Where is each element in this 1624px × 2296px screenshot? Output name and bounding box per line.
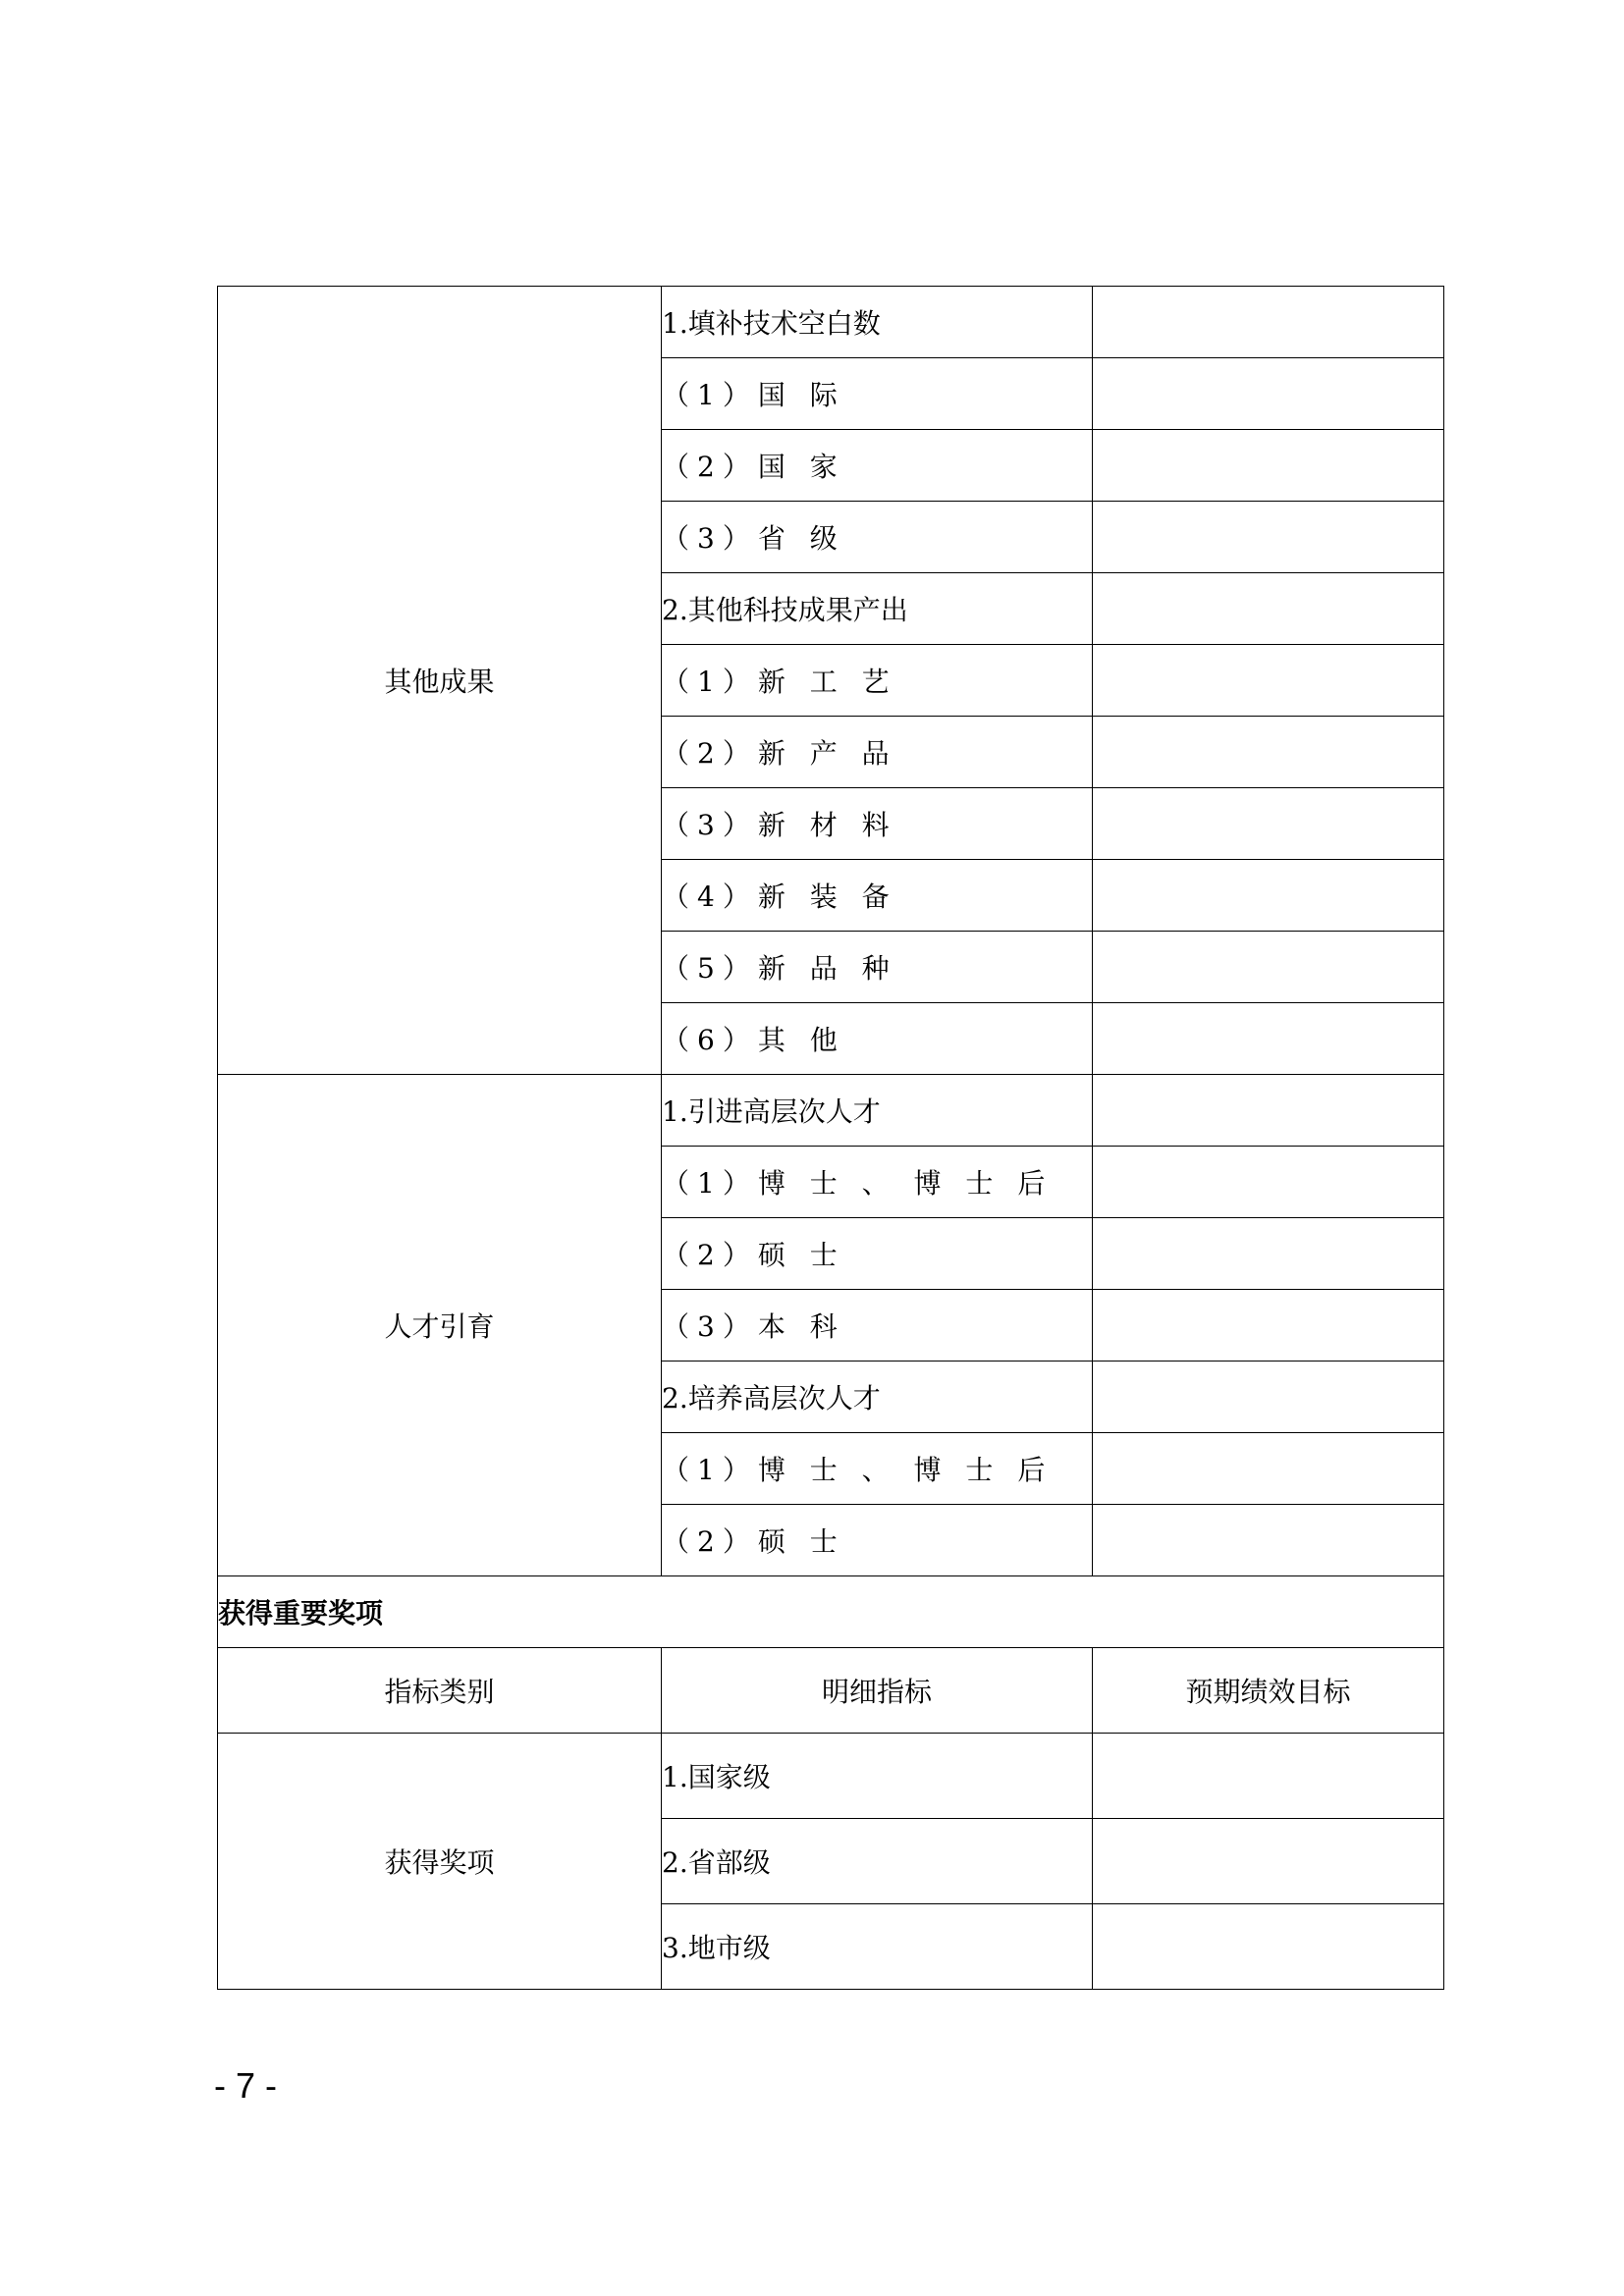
target-value-cell[interactable]: [1093, 1734, 1444, 1819]
target-value-cell[interactable]: [1093, 932, 1444, 1003]
target-value-cell[interactable]: [1093, 1904, 1444, 1990]
indicator-cell: 2.其他科技成果产出: [662, 573, 1093, 645]
target-value-cell[interactable]: [1093, 358, 1444, 430]
target-value-cell[interactable]: [1093, 1819, 1444, 1904]
target-value-cell[interactable]: [1093, 287, 1444, 358]
table-row: [218, 287, 1444, 358]
target-value-cell[interactable]: [1093, 573, 1444, 645]
indicator-cell: （4）新 装 备: [662, 860, 1093, 932]
table-row: [218, 1075, 1444, 1147]
target-value-cell[interactable]: [1093, 860, 1444, 932]
target-value-cell[interactable]: [1093, 1433, 1444, 1505]
indicator-cell: （1）博 士 、 博 士 后: [662, 1433, 1093, 1505]
indicator-cell: （1）新 工 艺: [662, 645, 1093, 717]
indicator-cell: （2）硕 士: [662, 1218, 1093, 1290]
indicator-cell: 2.省部级: [662, 1819, 1093, 1904]
category-cell-other-results: 其他成果: [218, 287, 662, 1075]
performance-target-table: [217, 286, 1444, 1990]
target-value-cell[interactable]: [1093, 1290, 1444, 1362]
target-value-cell[interactable]: [1093, 717, 1444, 788]
target-value-cell[interactable]: [1093, 502, 1444, 573]
indicator-cell: （1）博 士 、 博 士 后: [662, 1147, 1093, 1218]
target-value-cell[interactable]: [1093, 1003, 1444, 1075]
indicator-cell: （2）国 家: [662, 430, 1093, 502]
indicator-cell: （1）国 际: [662, 358, 1093, 430]
target-value-cell[interactable]: [1093, 1505, 1444, 1576]
indicator-cell: （3）本 科: [662, 1290, 1093, 1362]
indicator-cell: 1.引进高层次人才: [662, 1075, 1093, 1147]
section-title: 获得重要奖项: [218, 1576, 1444, 1648]
indicator-cell: （2）新 产 品: [662, 717, 1093, 788]
table-row: [218, 1734, 1444, 1819]
section-title-row: [218, 1576, 1444, 1648]
indicator-cell: 2.培养高层次人才: [662, 1362, 1093, 1433]
column-header-target: 预期绩效目标: [1093, 1648, 1444, 1734]
target-value-cell[interactable]: [1093, 645, 1444, 717]
indicator-cell: 1.填补技术空白数: [662, 287, 1093, 358]
category-cell-talent: 人才引育: [218, 1075, 662, 1576]
indicator-cell: （3）省 级: [662, 502, 1093, 573]
indicator-cell: （6）其 他: [662, 1003, 1093, 1075]
target-value-cell[interactable]: [1093, 1147, 1444, 1218]
column-header-category: 指标类别: [218, 1648, 662, 1734]
indicator-cell: （3）新 材 料: [662, 788, 1093, 860]
target-value-cell[interactable]: [1093, 1075, 1444, 1147]
target-value-cell[interactable]: [1093, 788, 1444, 860]
category-cell-awards: 获得奖项: [218, 1734, 662, 1990]
target-value-cell[interactable]: [1093, 1362, 1444, 1433]
header-row: [218, 1648, 1444, 1734]
target-value-cell[interactable]: [1093, 1218, 1444, 1290]
page-number: - 7 -: [214, 2065, 278, 2106]
target-value-cell[interactable]: [1093, 430, 1444, 502]
column-header-indicator: 明细指标: [662, 1648, 1093, 1734]
indicator-cell: 1.国家级: [662, 1734, 1093, 1819]
indicator-cell: 3.地市级: [662, 1904, 1093, 1990]
indicator-cell: （2）硕 士: [662, 1505, 1093, 1576]
indicator-cell: （5）新 品 种: [662, 932, 1093, 1003]
